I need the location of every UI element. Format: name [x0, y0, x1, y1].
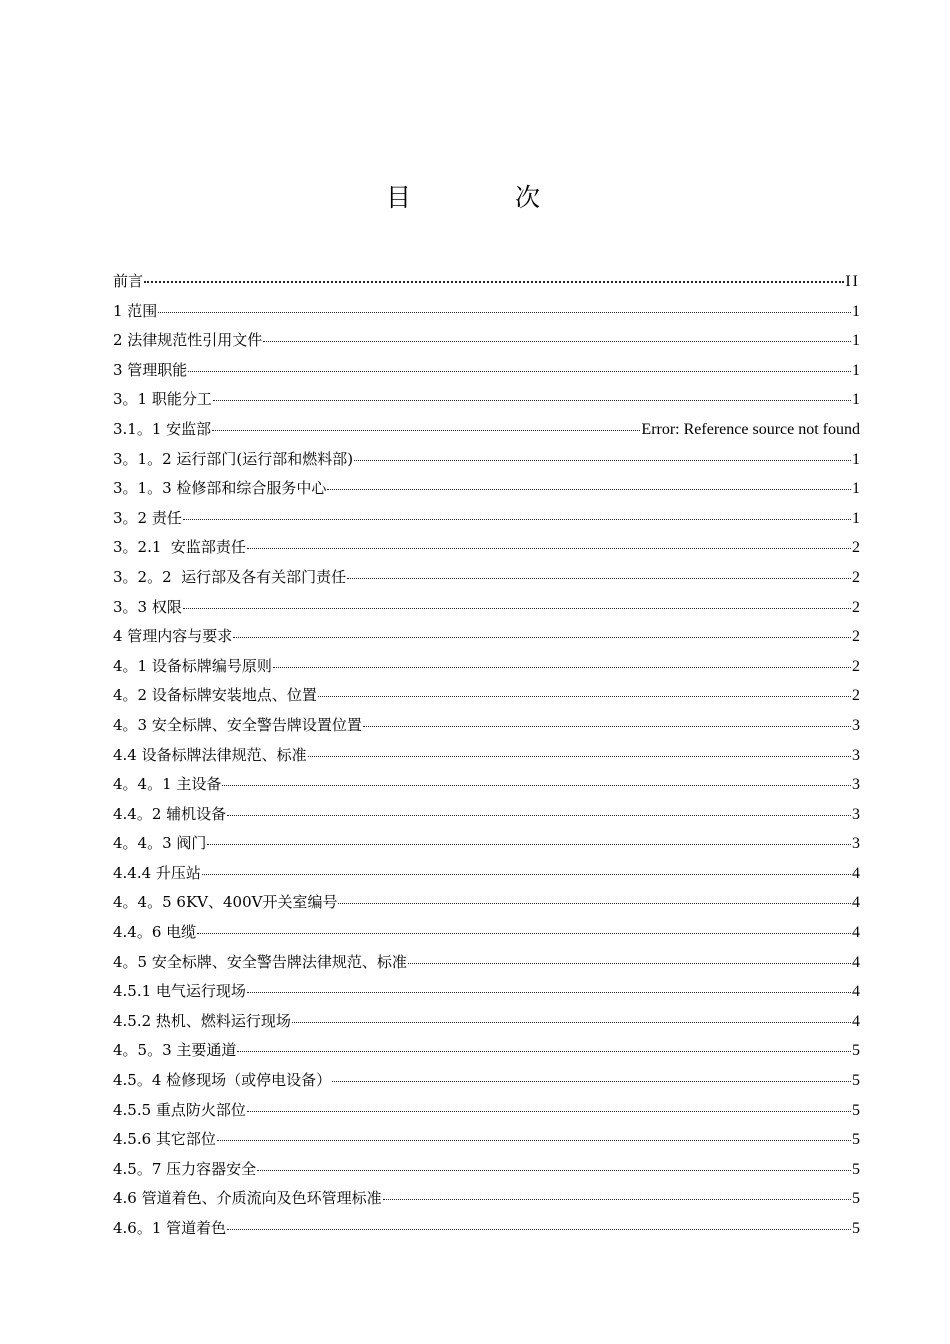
toc-entry-page-number: 2 — [852, 598, 860, 616]
toc-entry[interactable] — [113, 1214, 860, 1244]
toc-entry-label: 2 法律规范性引用文件 — [113, 331, 263, 350]
toc-entry-page-number: 3 — [852, 746, 860, 764]
toc-entry-page-number: 2 — [852, 568, 860, 586]
toc-entry-label: 前言 — [113, 272, 144, 290]
toc-dot-leader — [263, 329, 851, 342]
toc-entry-page-number: 5 — [852, 1190, 860, 1208]
toc-entry-label: 4.5.1 电气运行现场 — [113, 982, 246, 1001]
toc-entry[interactable] — [113, 652, 860, 682]
toc-entry-page-number: 1 — [852, 391, 860, 409]
toc-entry[interactable] — [113, 1007, 860, 1037]
toc-dot-leader — [327, 477, 851, 490]
toc-entry-page-number: 2 — [852, 657, 860, 675]
toc-entry-label: 4.4.4 升压站 — [113, 863, 201, 882]
toc-dot-leader — [183, 596, 851, 609]
toc-entry-page-number: 3 — [852, 835, 860, 853]
toc-dot-leader — [347, 566, 851, 579]
toc-dot-leader — [158, 300, 851, 313]
toc-dot-leader — [188, 359, 851, 372]
toc-entry-page-number: II — [845, 273, 860, 290]
toc-entry-label: 3。1。2 运行部门(运行部和燃料部) — [113, 449, 354, 468]
toc-entry-page-number: 3 — [852, 776, 860, 794]
toc-entry[interactable] — [113, 1184, 860, 1214]
toc-dot-leader — [363, 714, 851, 727]
toc-entry-page-number: 5 — [852, 1072, 860, 1090]
toc-dot-leader — [183, 507, 851, 520]
toc-entry[interactable] — [113, 563, 860, 593]
toc-dot-leader — [212, 418, 640, 431]
toc-entry-page-number: 4 — [852, 1012, 860, 1030]
toc-dot-leader — [257, 1158, 851, 1171]
toc-entry-page-number: 5 — [852, 1131, 860, 1149]
toc-entry[interactable] — [113, 888, 860, 918]
toc-entry[interactable] — [113, 770, 860, 800]
toc-entry-page-number: 4 — [852, 983, 860, 1001]
toc-entry-label: 3。1。3 检修部和综合服务中心 — [113, 479, 327, 498]
toc-entry[interactable] — [113, 326, 860, 356]
toc-entry-page-number: 1 — [852, 332, 860, 350]
toc-entry-page-number: 1 — [852, 509, 860, 527]
toc-dot-leader — [227, 803, 851, 816]
toc-title: 目 次 — [386, 183, 588, 212]
toc-dot-leader — [354, 448, 851, 461]
toc-entry-label: 1 范围 — [113, 301, 158, 320]
toc-dot-leader — [308, 744, 851, 757]
toc-entry-label: 3。2。2 运行部及各有关部门责任 — [113, 567, 347, 586]
toc-entry-page-number: 4 — [852, 894, 860, 912]
toc-entry[interactable] — [113, 297, 860, 327]
toc-entry-label: 4.5.5 重点防火部位 — [113, 1100, 246, 1119]
toc-dot-leader — [338, 891, 851, 904]
toc-entry-label: 3 管理职能 — [113, 360, 188, 379]
toc-dot-leader — [227, 1217, 851, 1230]
toc-entry-page-number: 3 — [852, 716, 860, 734]
toc-entry-label: 4。1 设备标牌编号原则 — [113, 656, 272, 675]
toc-entry-page-number: 2 — [852, 539, 860, 557]
toc-dot-leader — [273, 655, 851, 668]
toc-entry[interactable] — [113, 859, 860, 889]
toc-entry-label: 4.6。1 管道着色 — [113, 1219, 227, 1237]
toc-dot-leader — [318, 684, 851, 697]
toc-dot-leader — [247, 1099, 851, 1112]
toc-entry-page-number: 4 — [852, 924, 860, 942]
toc-entry[interactable] — [113, 1096, 860, 1126]
toc-dot-leader — [144, 269, 844, 283]
toc-entry[interactable] — [113, 474, 860, 504]
toc-entry[interactable] — [113, 1155, 860, 1185]
toc-dot-leader — [213, 388, 851, 401]
toc-entry[interactable] — [113, 267, 860, 297]
toc-entry[interactable] — [113, 385, 860, 415]
toc-entry-label: 4。3 安全标牌、安全警告牌设置位置 — [113, 715, 362, 734]
toc-entry[interactable] — [113, 445, 860, 475]
toc-entry-page-number: 1 — [852, 361, 860, 379]
toc-entry-label: 4.4。2 辅机设备 — [113, 804, 227, 823]
toc-dot-leader — [217, 1128, 851, 1141]
toc-dot-leader — [408, 951, 851, 964]
toc-entry[interactable] — [113, 622, 860, 652]
toc-entry[interactable] — [113, 1066, 860, 1096]
toc-entry-page-number: 3 — [852, 805, 860, 823]
toc-dot-leader — [202, 862, 851, 875]
toc-entry-label: 4。4。1 主设备 — [113, 775, 222, 794]
toc-entry[interactable] — [113, 593, 860, 623]
toc-entry-label: 4.5。4 检修现场（或停电设备） — [113, 1071, 332, 1090]
toc-entry-label: 4。5。3 主要通道 — [113, 1041, 237, 1060]
toc-entry-label: 4.6 管道着色、介质流向及色环管理标准 — [113, 1189, 382, 1208]
toc-entry-page-number: 4 — [852, 953, 860, 971]
toc-entry-label: 3。3 权限 — [113, 597, 182, 616]
toc-entry[interactable] — [113, 711, 860, 741]
toc-entry[interactable] — [113, 918, 860, 948]
toc-dot-leader — [197, 921, 851, 934]
toc-list — [113, 267, 860, 1244]
toc-entry-label: 4.4 设备标牌法律规范、标准 — [113, 745, 307, 764]
toc-entry[interactable] — [113, 977, 860, 1007]
toc-entry-label: 4.5.6 其它部位 — [113, 1130, 216, 1149]
toc-entry[interactable] — [113, 356, 860, 386]
toc-entry[interactable] — [113, 504, 860, 534]
toc-entry-label: 4。5 安全标牌、安全警告牌法律规范、标准 — [113, 952, 407, 971]
toc-dot-leader — [237, 1039, 851, 1052]
toc-entry-label: 4.5.2 热机、燃料运行现场 — [113, 1011, 291, 1030]
toc-entry-page-number: 5 — [852, 1220, 860, 1237]
toc-entry[interactable] — [113, 1125, 860, 1155]
toc-entry-page-number: 2 — [852, 628, 860, 646]
toc-dot-leader — [247, 980, 851, 993]
toc-entry-page-number: Error: Reference source not found — [641, 420, 860, 438]
toc-entry-page-number: 1 — [852, 302, 860, 320]
toc-entry[interactable] — [113, 415, 860, 445]
toc-entry-page-number: 1 — [852, 450, 860, 468]
toc-entry-page-number: 1 — [852, 480, 860, 498]
toc-dot-leader — [207, 832, 851, 845]
toc-entry-label: 4。2 设备标牌安装地点、位置 — [113, 686, 317, 705]
toc-entry-label: 4 管理内容与要求 — [113, 627, 233, 646]
toc-entry-label: 3。2 责任 — [113, 508, 182, 527]
toc-entry[interactable] — [113, 800, 860, 830]
toc-entry-label: 4.4。6 电缆 — [113, 923, 197, 942]
toc-entry-label: 3。1 职能分工 — [113, 390, 212, 409]
toc-entry-page-number: 5 — [852, 1101, 860, 1119]
toc-entry-label: 4。4。5 6KV、400V开关室编号 — [113, 893, 338, 912]
toc-entry[interactable] — [113, 741, 860, 771]
toc-entry[interactable] — [113, 948, 860, 978]
toc-dot-leader — [222, 773, 851, 786]
toc-entry-page-number: 2 — [852, 687, 860, 705]
toc-entry-page-number: 4 — [852, 864, 860, 882]
toc-entry-label: 3。2.1 安监部责任 — [113, 538, 246, 557]
toc-dot-leader — [247, 536, 851, 549]
toc-dot-leader — [292, 1010, 851, 1023]
toc-entry-label: 3.1。1 安监部 — [113, 419, 212, 438]
toc-entry[interactable] — [113, 1036, 860, 1066]
toc-dot-leader — [383, 1187, 851, 1200]
toc-entry[interactable] — [113, 829, 860, 859]
toc-entry-page-number: 5 — [852, 1160, 860, 1178]
toc-dot-leader — [332, 1069, 851, 1082]
toc-entry[interactable] — [113, 533, 860, 563]
toc-entry-label: 4.5。7 压力容器安全 — [113, 1159, 257, 1178]
toc-entry-page-number: 5 — [852, 1042, 860, 1060]
toc-dot-leader — [233, 625, 851, 638]
toc-entry[interactable] — [113, 681, 860, 711]
toc-entry-label: 4。4。3 阀门 — [113, 834, 207, 853]
